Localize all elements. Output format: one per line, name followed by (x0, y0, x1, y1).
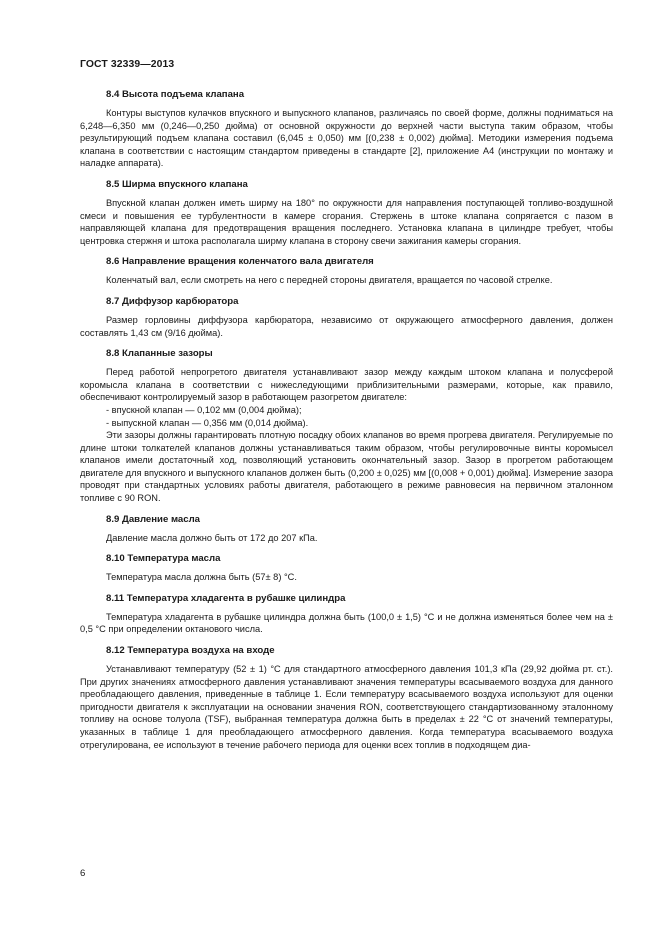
section-paragraph: Размер горловины диффузора карбюратора, независимо от окружающего атмосферного давления, должен составлять 1,43 см (9/16 дюйма). (80, 314, 613, 338)
document-id-header: ГОСТ 32339—2013 (80, 59, 175, 70)
section-8-10 (80, 552, 613, 584)
section-title: 8.7 Диффузор карбюратора (106, 295, 239, 307)
section-title: 8.6 Направление вращения коленчатого вала двигателя (106, 256, 374, 268)
section-paragraph: Давление масла должно быть от 172 до 207 кПа. (106, 532, 318, 543)
section-paragraph: Впускной клапан должен иметь ширму на 180° по окружности для направления поступающей топливо-воздушной смеси и повышения ее турбулентности в камере сгорания. Стержень в штоке клапана сопрягается с пазом в направляющей клапана для предотвращения вращения последнего. Установка клапана в цилиндре требует, чтобы центровка стержня и штока располагала ширму клапана в сторону свечи зажигания камеры сгорания. (80, 197, 613, 246)
list-item: - впускной клапан — 0,102 мм (0,004 дюйма); (106, 404, 302, 415)
section-title: 8.8 Клапанные зазоры (106, 348, 213, 360)
section-paragraph: Температура масла должна быть (57± 8) °С. (106, 572, 297, 583)
section-8-6 (80, 255, 613, 287)
section-title: 8.9 Давление масла (106, 513, 201, 525)
section-title: 8.4 Высота подъема клапана (106, 89, 245, 100)
section-8-5 (80, 178, 613, 247)
section-title: 8.10 Температура масла (106, 553, 221, 565)
section-8-4 (80, 88, 613, 170)
section-paragraph: Контуры выступов кулачков впускного и выпускного клапанов, различаясь по своей форме, должны подниматься на 6,248—6,350 мм (0,246—0,250 дюйма) от основной окружности до верхней части выступа таким образом, чтобы результирующий подъем клапана составил (6,045 ± 0,050) мм [(0,238 ± 0,002) дюйма]. Методики измерения подъема клапана в соответствии с настоящим стандартом приведены в стандарте [2], приложение А4 (инструкции по монтажу и наладке аппарата). (80, 108, 613, 169)
list-item: - выпускной клапан — 0,356 мм (0,014 дюйма). (106, 417, 309, 428)
document-page (80, 58, 613, 759)
page-number: 6 (80, 868, 86, 879)
section-8-8 (80, 347, 613, 505)
section-paragraph: Температура хладагента в рубашке цилиндра должна быть (100,0 ± 1,5) °С и не должна изменяться более чем на ± 0,5 °С при определении октанового числа. (80, 611, 613, 635)
section-8-9 (80, 513, 613, 545)
section-8-11 (80, 592, 613, 636)
section-8-12 (80, 644, 613, 751)
section-paragraph: Устанавливают температуру (52 ± 1) °С для стандартного атмосферного давления 101,3 кПа (29,92 дюйма рт. ст.). При других значениях атмосферного давления устанавливают значения температуры всасываемого воздуха для данного преобладающего давления, приведенные в таблице 1. Если температуру всасываемого воздуха используют для оценки пригодности двигателя к эксплуатации на основании значения RON, соответствующего стандартизованному эталонному топливу на основе толуола (TSF), выбранная температура должна быть в пределах ± 22 °С от значений температуры, указанных в таблице 1 для преобладающего атмосферного давления. Когда температура всасываемого воздуха отрегулирована, ее используют в течение рабочего периода для оценки всех топлив в подходящем диа- (80, 664, 613, 750)
section-paragraph: Перед работой непрогретого двигателя устанавливают зазор между каждым штоком клапана и полусферой коромысла клапана в соответствии с нижеследующими приблизительными размерами, которые, как правило, обеспечивают контролируемый зазор в работающем разогретом двигателе: (80, 367, 613, 403)
section-title: 8.5 Ширма впускного клапана (106, 178, 248, 190)
section-title: 8.11 Температура хладагента в рубашке цилиндра (106, 592, 346, 604)
section-paragraph: Коленчатый вал, если смотреть на него с передней стороны двигателя, вращается по часовой стрелке. (106, 275, 553, 286)
section-8-7 (80, 295, 613, 339)
section-title: 8.12 Температура воздуха на входе (106, 645, 275, 657)
section-paragraph: Эти зазоры должны гарантировать плотную посадку обоих клапанов во время прогрева двигателя. Регулируемые по длине штоки толкателей клапанов должны устанавливаться таким образом, чтобы регулировочные винты коромысел клапанов имели достаточный ход, позволяющий установить окончательный зазор. Зазор в прогретом работающем двигателе для впускного и выпускного клапанов должен быть (0,200 ± 0,025) мм [(0,008 + 0,001) дюйма]. Измерение зазора проводят при стандартных условиях работы двигателя, работающего в режиме равновесия на первичном эталонном топливе с 90 RON. (80, 430, 613, 504)
